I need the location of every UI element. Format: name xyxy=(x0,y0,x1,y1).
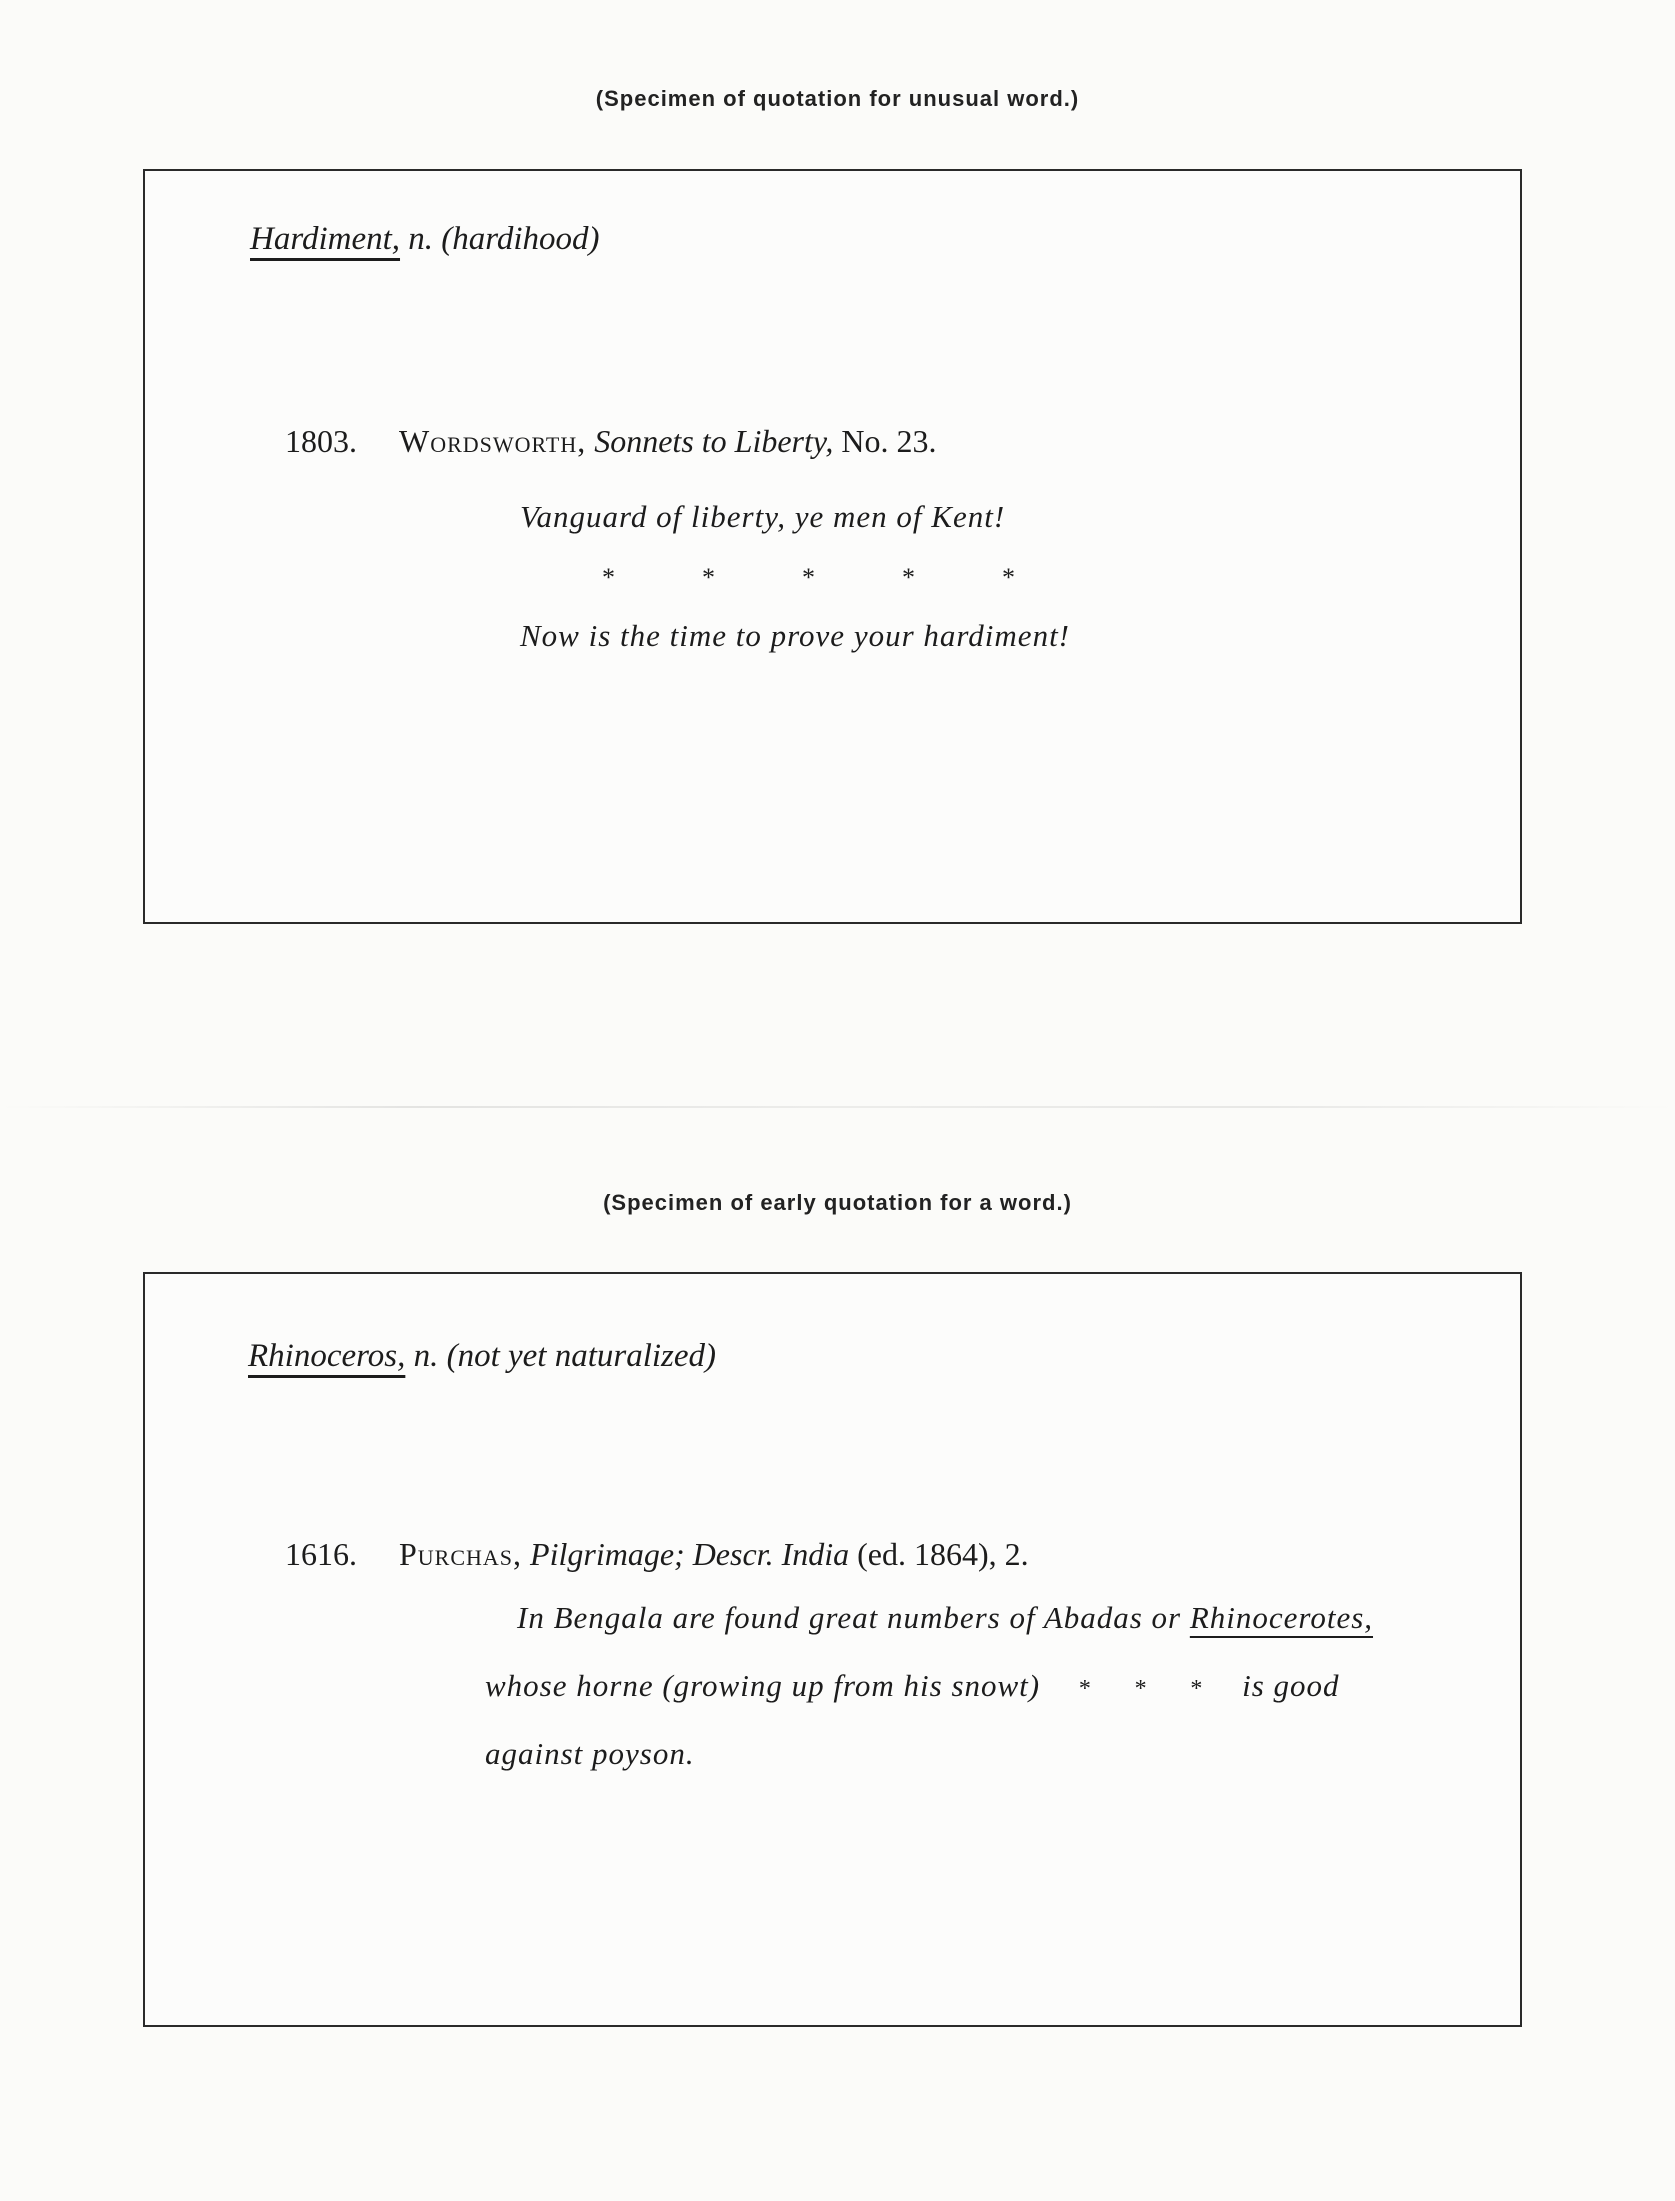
card2-line2-end: is good xyxy=(1242,1668,1340,1703)
card1-ellipsis-stars xyxy=(602,563,1102,593)
card2-edition: (ed. 1864), xyxy=(857,1536,997,1572)
card2-headword-line xyxy=(248,1338,716,1375)
card1-ref: No. 23. xyxy=(841,423,937,459)
card2-ref: 2. xyxy=(1004,1536,1029,1572)
card1-year: 1803. xyxy=(285,423,357,459)
card1-quote-line1: Vanguard of liberty, ye men of Kent! xyxy=(520,499,1006,534)
card2-headword: Rhinoceros, xyxy=(248,1338,406,1374)
card2-citation xyxy=(285,1536,1029,1573)
card2-line2-text: whose horne (growing up from his snowt) xyxy=(485,1668,1041,1703)
card2-year: 1616. xyxy=(285,1536,357,1572)
card1-citation xyxy=(285,423,936,460)
card2-author: Purchas, xyxy=(399,1536,523,1572)
card1-quote-line2: Now is the time to prove your hardiment! xyxy=(520,618,1071,653)
card2-star: * xyxy=(1190,1676,1204,1702)
card1-author: Wordsworth, xyxy=(399,423,587,459)
quotation-card-hardiment xyxy=(143,169,1522,924)
card2-quote-line3: against poyson. xyxy=(485,1736,695,1771)
card1-headword-line xyxy=(250,221,600,258)
card1-star: * xyxy=(702,563,715,592)
card1-star: * xyxy=(802,563,815,592)
card2-pos: n. xyxy=(413,1338,439,1374)
card2-star: * xyxy=(1078,1676,1092,1702)
card2-quote-line2 xyxy=(485,1668,1340,1704)
card1-star: * xyxy=(902,563,915,592)
card2-quote-line1 xyxy=(517,1600,1373,1636)
card2-star: * xyxy=(1134,1676,1148,1702)
card1-star: * xyxy=(1002,563,1015,592)
card2-line1-text: In Bengala are found great numbers of Abadas or xyxy=(517,1600,1182,1635)
quotation-card-rhinoceros xyxy=(143,1272,1522,2027)
card2-work: Pilgrimage; Descr. India xyxy=(530,1536,850,1572)
card1-caption: (Specimen of quotation for unusual word.) xyxy=(595,86,1080,111)
paper-fold-line xyxy=(0,1106,1675,1108)
card1-pos: n. xyxy=(408,221,434,257)
card2-note: (not yet naturalized) xyxy=(446,1338,717,1374)
card1-work: Sonnets to Liberty, xyxy=(594,423,834,459)
card1-note: (hardihood) xyxy=(441,221,600,257)
card1-headword: Hardiment, xyxy=(250,221,401,257)
card2-line1-word: Rhinocerotes, xyxy=(1189,1600,1374,1635)
card2-caption: (Specimen of early quotation for a word.) xyxy=(603,1190,1072,1215)
card1-star: * xyxy=(602,563,615,592)
